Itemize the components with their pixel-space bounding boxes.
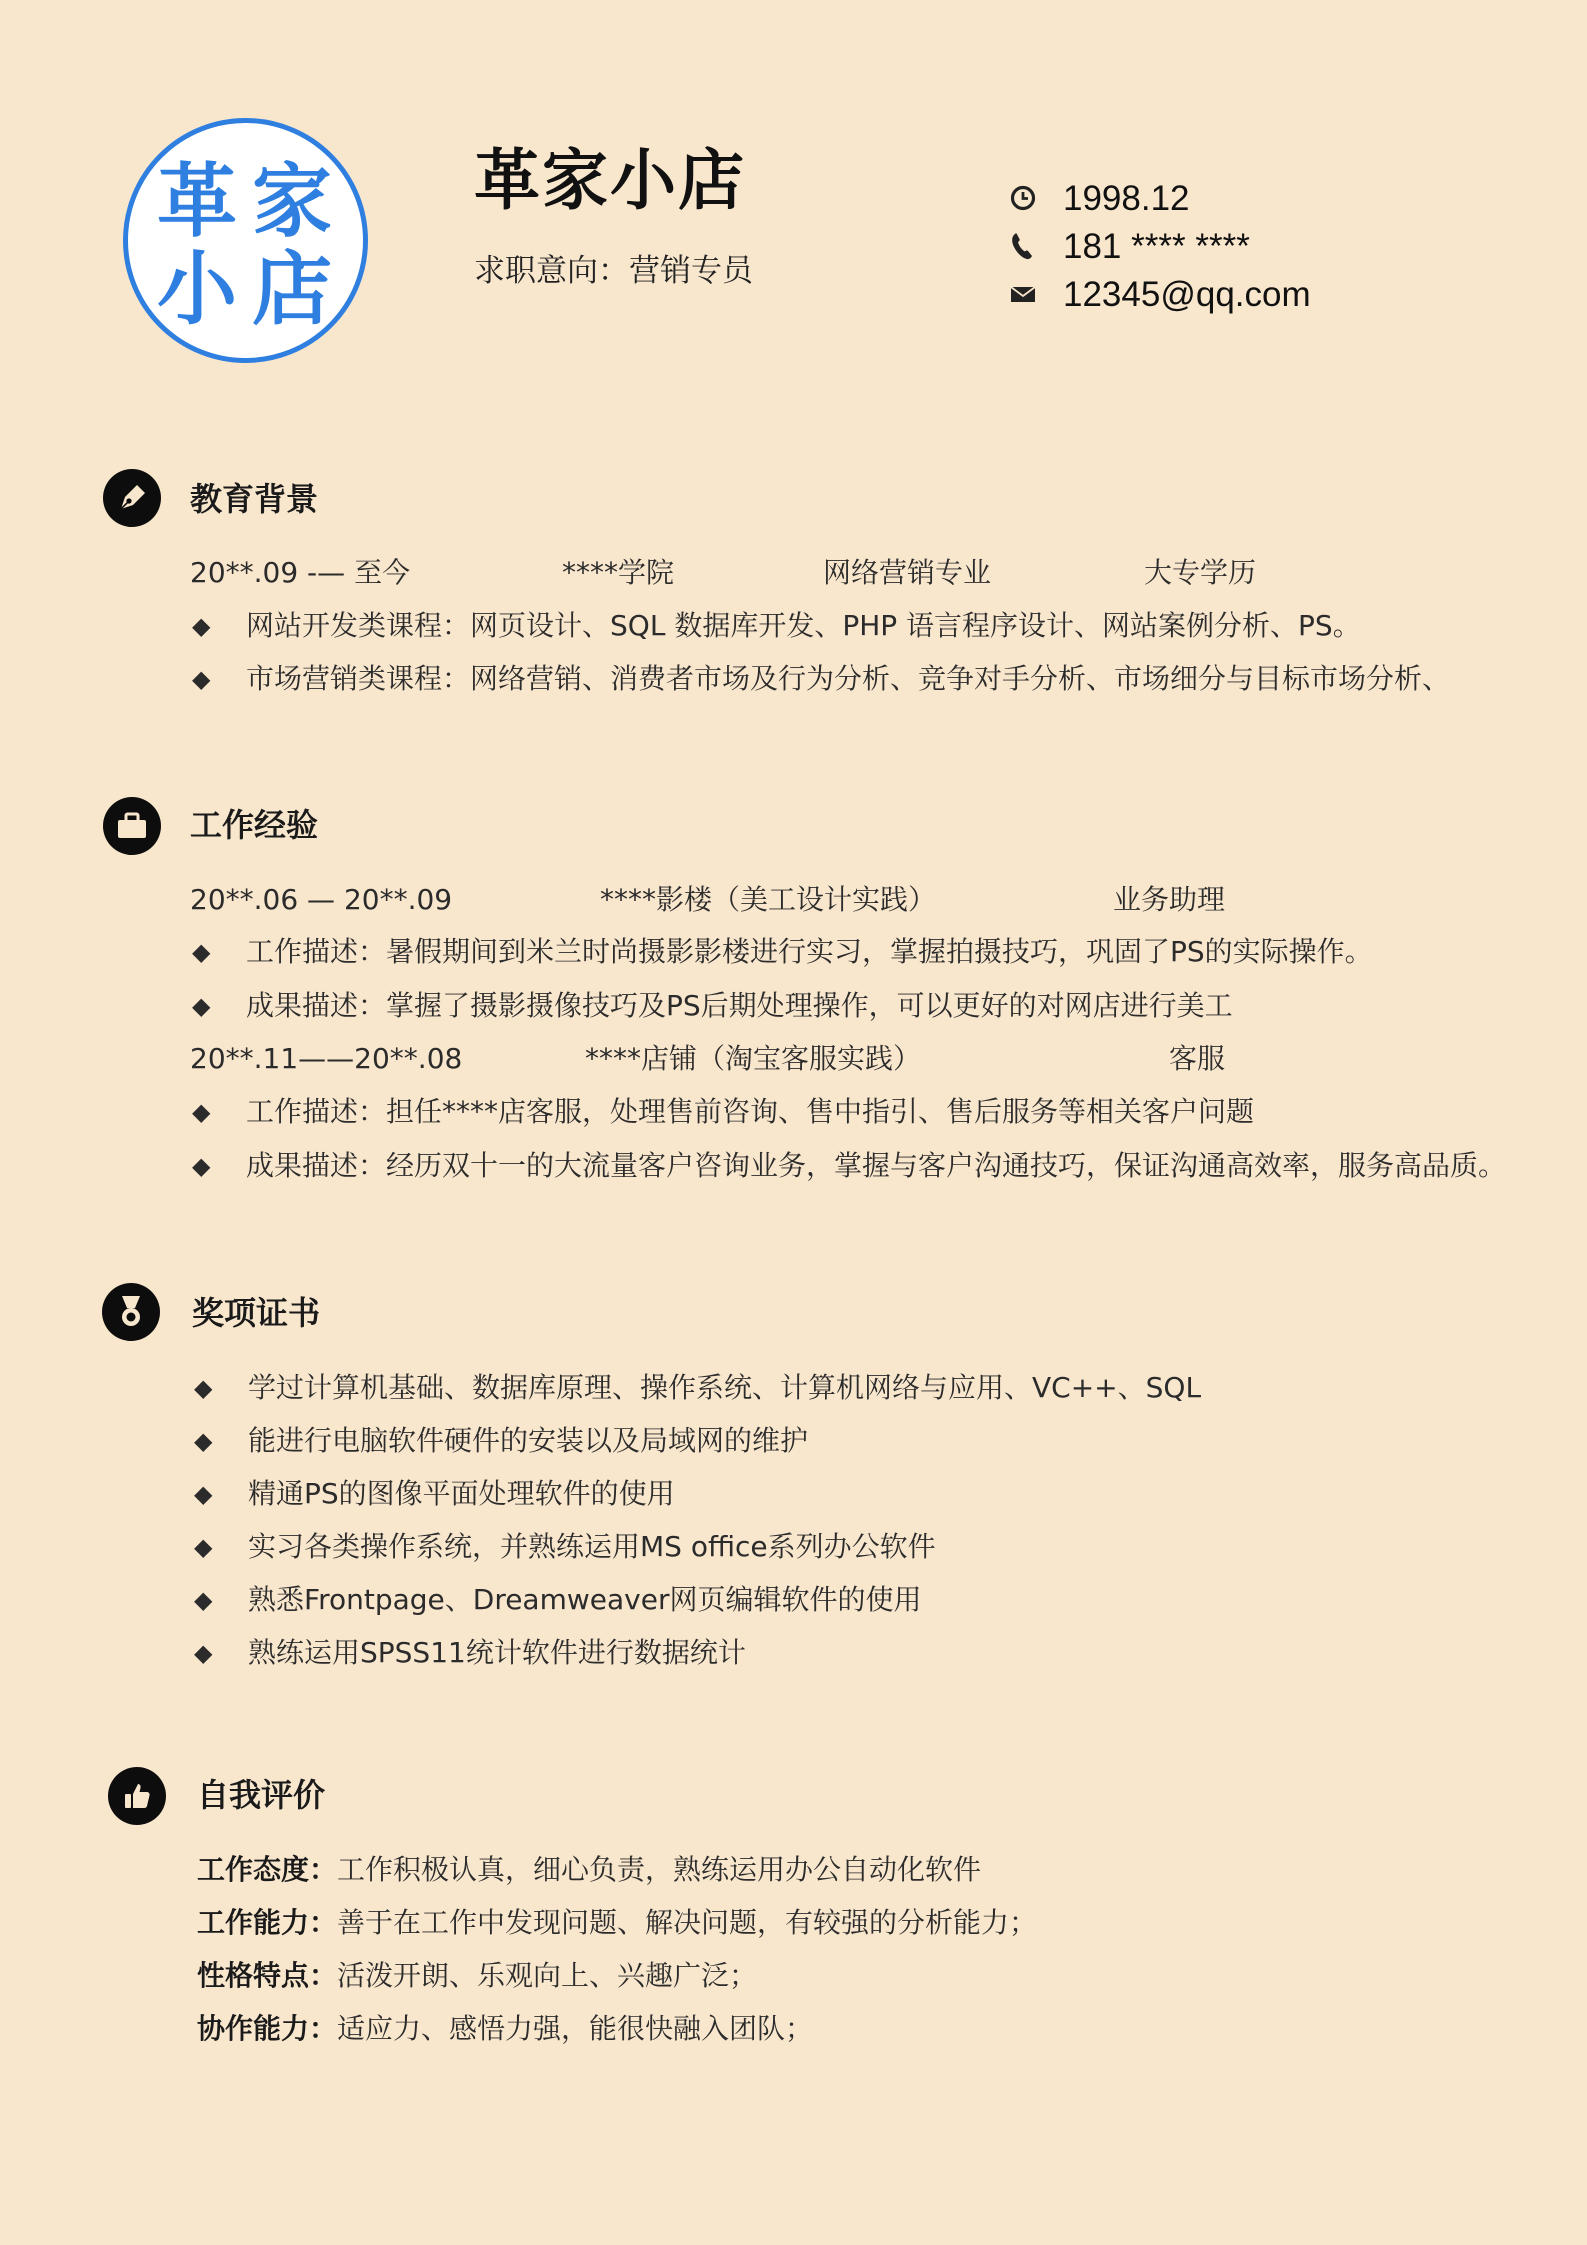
award-item: 学过计算机基础、数据库原理、操作系统、计算机网络与应用、VC++、SQL [248, 1371, 1202, 1404]
svg-text:店: 店 [252, 242, 332, 336]
bullet-marker: ◆ [194, 1374, 213, 1402]
award-item: 实习各类操作系统，并熟练运用MS office系列办公软件 [248, 1530, 936, 1563]
job-company: ****影楼（美工设计实践） [600, 883, 937, 916]
bullet-marker: ◆ [194, 1427, 213, 1455]
self-eval-label: 协作能力： [197, 2012, 338, 2045]
edu-date: 20**.09 -— 至今 [190, 556, 411, 589]
edu-bullet-1: 网站开发类课程：网页设计、SQL 数据库开发、PHP 语言程序设计、网站案例分析、PS。 [246, 609, 1361, 642]
edu-degree: 大专学历 [1144, 556, 1257, 589]
job-company: ****店铺（淘宝客服实践） [585, 1042, 922, 1075]
contact-email [1008, 274, 1311, 314]
job-date: 20**.06 — 20**.09 [190, 883, 453, 916]
briefcase-icon [103, 797, 161, 855]
svg-text:革: 革 [157, 154, 237, 248]
bullet-marker: ◆ [194, 1639, 213, 1667]
bullet-marker: ◆ [194, 1586, 213, 1614]
self-eval-text: 活泼开朗、乐观向上、兴趣广泛； [337, 1959, 758, 1992]
bullet-marker: ◆ [192, 665, 211, 693]
award-item: 精通PS的图像平面处理软件的使用 [248, 1477, 675, 1510]
self-eval-label: 工作能力： [197, 1906, 338, 1939]
self-eval-text: 工作积极认真，细心负责，熟练运用办公自动化软件 [337, 1853, 982, 1886]
svg-text:小: 小 [157, 242, 237, 336]
self-eval-item [197, 2012, 814, 2045]
section-title-work: 工作经验 [190, 806, 319, 844]
phone-icon [1008, 231, 1038, 261]
self-eval-item [197, 1906, 1038, 1939]
logo-seal [122, 117, 369, 364]
edu-major: 网络营销专业 [823, 556, 992, 589]
bullet-marker: ◆ [194, 1533, 213, 1561]
self-eval-text: 适应力、感悟力强，能很快融入团队； [337, 2012, 814, 2045]
contact-phone [1008, 226, 1250, 266]
edu-school: ****学院 [562, 556, 675, 589]
medal-icon [102, 1283, 160, 1341]
job-date: 20**.11——20**.08 [190, 1042, 463, 1075]
self-eval-label: 性格特点： [197, 1959, 338, 1992]
self-eval-text: 善于在工作中发现问题、解决问题，有较强的分析能力； [337, 1906, 1038, 1939]
award-item: 熟练运用SPSS11统计软件进行数据统计 [248, 1636, 746, 1669]
section-title-awards: 奖项证书 [192, 1294, 321, 1332]
section-title-education: 教育背景 [190, 480, 319, 518]
bullet-marker: ◆ [192, 612, 211, 640]
svg-text:家: 家 [252, 154, 332, 248]
job-intent: 求职意向：营销专员 [474, 253, 753, 289]
award-item: 熟悉Frontpage、Dreamweaver网页编辑软件的使用 [248, 1583, 922, 1616]
job-bullet: 工作描述：暑假期间到米兰时尚摄影影楼进行实习，掌握拍摄技巧，巩固了PS的实际操作。 [246, 935, 1373, 968]
envelope-icon [1008, 279, 1038, 309]
candidate-name: 革家小店 [474, 142, 746, 219]
email-address: 12345@qq.com [1063, 274, 1311, 314]
bullet-marker: ◆ [192, 992, 211, 1020]
thumbs-up-icon [108, 1767, 166, 1825]
job-bullet: 成果描述：经历双十一的大流量客户咨询业务，掌握与客户沟通技巧，保证沟通高效率，服务高品质。 [246, 1149, 1507, 1182]
pen-icon [103, 469, 161, 527]
job-bullet: 成果描述：掌握了摄影摄像技巧及PS后期处理操作，可以更好的对网店进行美工 [246, 989, 1233, 1022]
clock-icon [1008, 183, 1038, 213]
bullet-marker: ◆ [192, 938, 211, 966]
job-bullet: 工作描述：担任****店客服，处理售前咨询、售中指引、售后服务等相关客户问题 [246, 1095, 1255, 1128]
award-item: 能进行电脑软件硬件的安装以及局域网的维护 [248, 1424, 809, 1457]
contact-birth [1008, 178, 1190, 218]
bullet-marker: ◆ [192, 1152, 211, 1180]
job-role: 业务助理 [1113, 883, 1226, 916]
bullet-marker: ◆ [194, 1480, 213, 1508]
edu-bullet-2: 市场营销类课程：网络营销、消费者市场及行为分析、竞争对手分析、市场细分与目标市场分析、 [246, 662, 1451, 695]
birth-date: 1998.12 [1063, 178, 1190, 218]
bullet-marker: ◆ [192, 1098, 211, 1126]
section-title-self: 自我评价 [197, 1776, 326, 1814]
phone-number: 181 **** **** [1063, 226, 1250, 266]
self-eval-item [197, 1959, 758, 1992]
self-eval-label: 工作态度： [197, 1853, 338, 1886]
self-eval-item [197, 1853, 982, 1886]
job-role: 客服 [1169, 1042, 1226, 1075]
